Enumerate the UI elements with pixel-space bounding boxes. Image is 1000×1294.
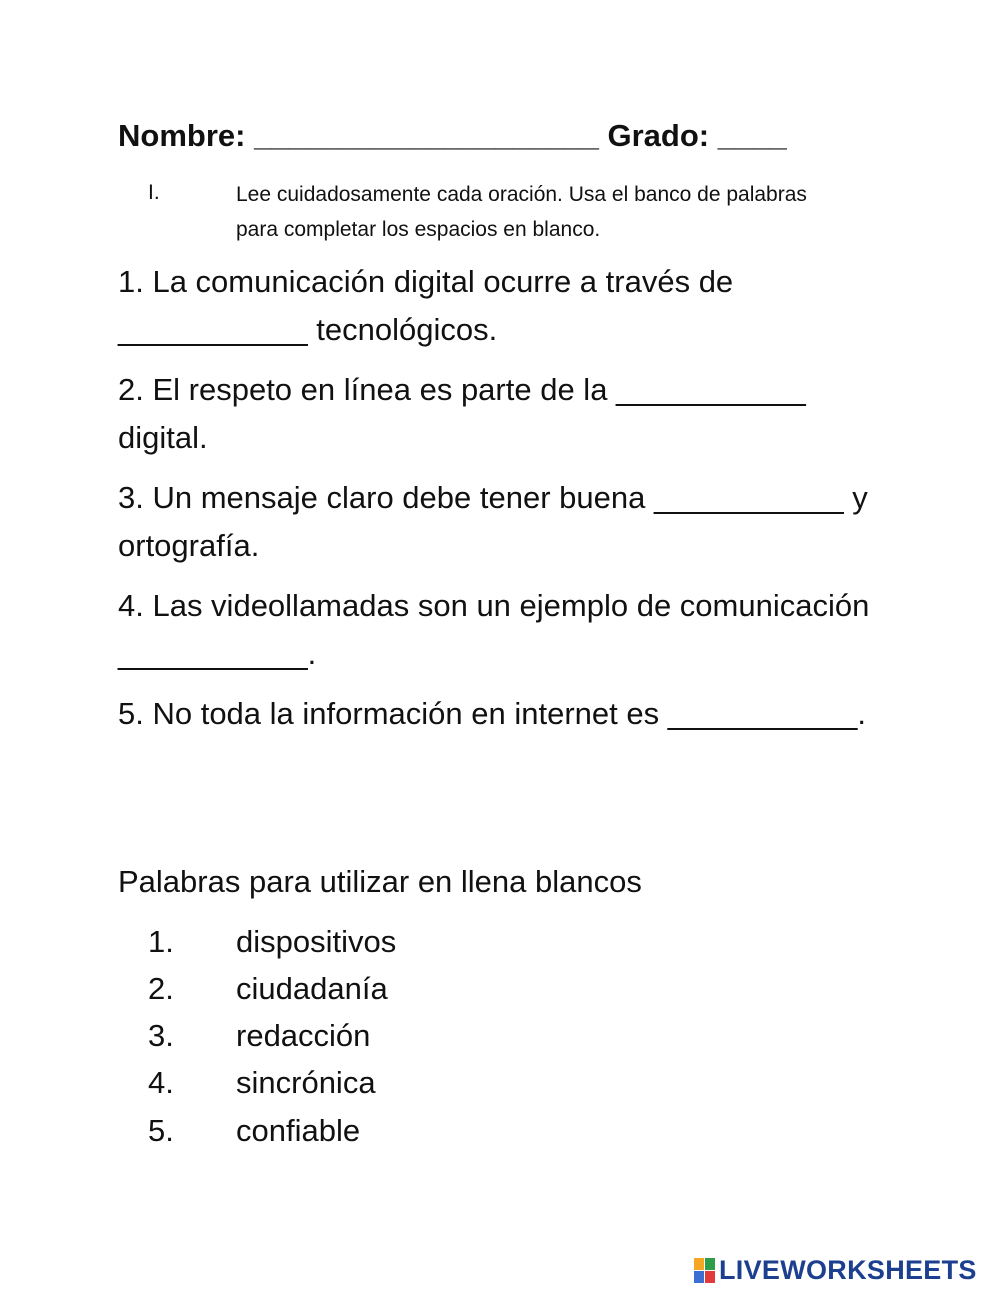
word-bank-word: dispositivos [236,924,397,959]
name-grade-header: Nombre: ____________________ Grado: ____ [118,118,787,153]
logo-block [705,1271,715,1283]
logo-blocks-icon [694,1258,715,1283]
word-bank-word: sincrónica [236,1065,376,1100]
word-bank-number: 5. [148,1113,174,1148]
logo-block [694,1258,704,1270]
liveworksheets-logo[interactable] [694,1255,977,1286]
question-3: 3. Un mensaje claro debe tener buena ___________ y ortografía. [118,480,868,563]
word-bank-title: Palabras para utilizar en llena blancos [118,864,642,899]
instruction-numeral: I. [148,181,160,204]
word-bank-word: confiable [236,1113,361,1148]
logo-text: LIVEWORKSHEETS [719,1255,977,1285]
question-2: 2. El respeto en línea es parte de la ___________ digital. [118,372,806,455]
question-1: 1. La comunicación digital ocurre a través de ___________ tecnológicos. [118,264,734,347]
word-bank-number: 4. [148,1065,174,1100]
logo-block [705,1258,715,1270]
word-bank-word: ciudadanía [236,971,388,1006]
instruction-text: Lee cuidadosamente cada oración. Usa el banco de palabras para completar los espacios en blanco. [236,183,807,241]
word-bank-number: 1. [148,924,174,959]
word-bank-number: 3. [148,1018,174,1053]
word-bank-word: redacción [236,1018,371,1053]
question-4: 4. Las videollamadas son un ejemplo de comunicación ___________. [118,588,870,671]
logo-block [694,1271,704,1283]
question-5: 5. No toda la información en internet es ___________. [118,696,866,731]
word-bank-number: 2. [148,971,174,1006]
